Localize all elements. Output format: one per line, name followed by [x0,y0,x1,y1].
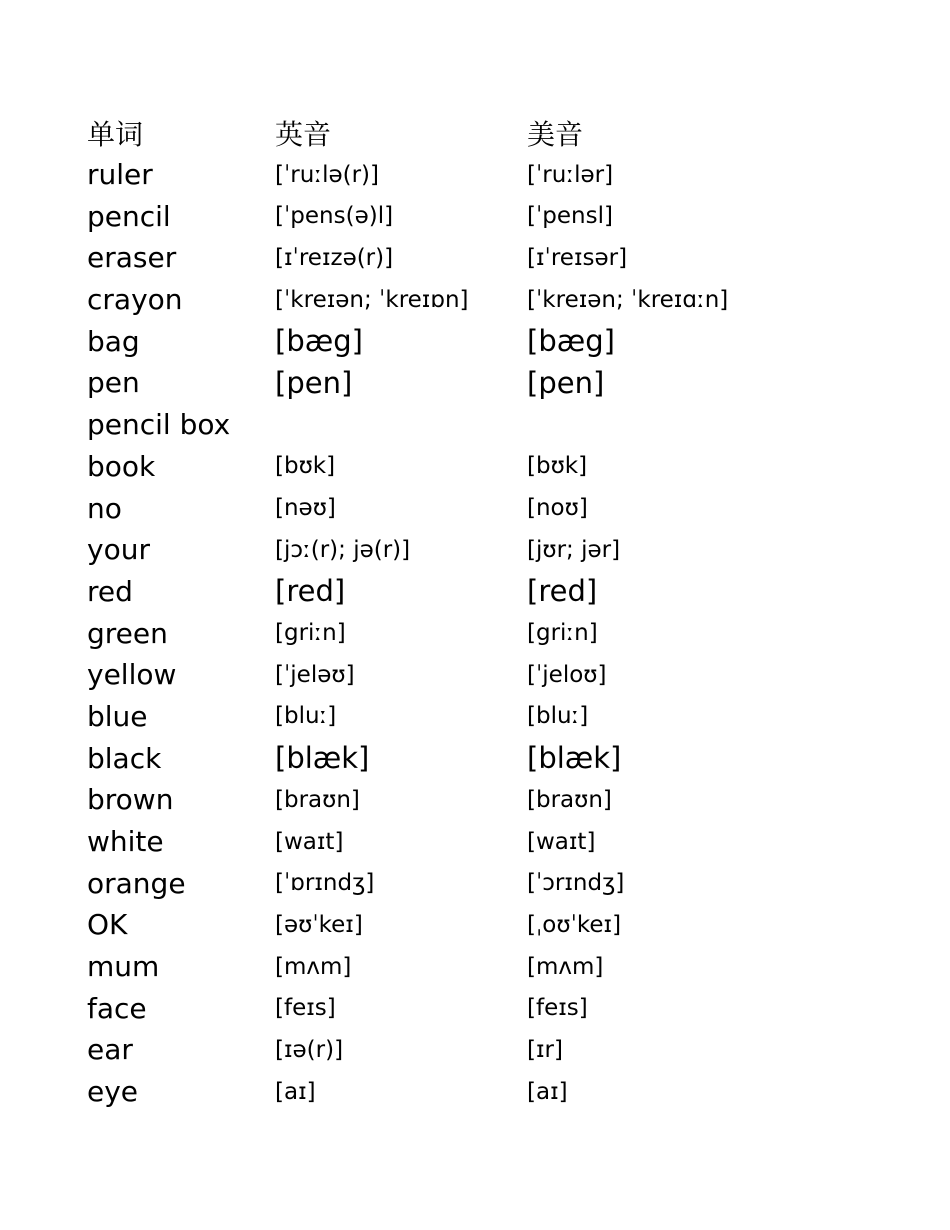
us-phonetic-cell: [bʊk] [527,453,588,480]
word-cell: eraser [87,241,177,275]
uk-phonetic-cell: [ˈjeləʊ] [275,661,355,688]
word-cell: yellow [87,658,177,692]
table-row [87,487,907,529]
word-cell: black [87,741,162,775]
word-cell: no [87,491,122,525]
word-cell: your [87,533,150,567]
us-phonetic-cell: [ˈjeloʊ] [527,661,607,688]
uk-phonetic-cell: [feɪs] [275,995,336,1022]
us-phonetic-cell: [ɪˈreɪsər] [527,244,628,271]
table-row [87,862,907,904]
us-phonetic-cell: [ˈkreɪən; ˈkreɪɑːn] [527,286,729,313]
us-phonetic-cell: [griːn] [527,620,598,647]
uk-phonetic-cell: [əʊˈkeɪ] [275,911,363,938]
uk-phonetic-cell: [ˈɒrɪndʒ] [275,870,375,897]
us-phonetic-cell: [ˈɔrɪndʒ] [527,870,625,897]
uk-phonetic-cell: [ˈpens(ə)l] [275,203,394,230]
us-phonetic-cell: [ɪr] [527,1036,563,1063]
uk-phonetic-cell: [aɪ] [275,1078,316,1105]
word-cell: red [87,574,133,608]
table-row [87,154,907,196]
header-us-pronunciation: 美音 [527,117,584,151]
uk-phonetic-cell: [braʊn] [275,786,360,813]
word-cell: crayon [87,283,183,317]
table-header [87,112,907,154]
us-phonetic-cell: [aɪ] [527,1078,568,1105]
us-phonetic-cell: [waɪt] [527,828,596,855]
uk-phonetic-cell: [blæk] [275,741,370,776]
us-phonetic-cell: [pen] [527,365,605,400]
table-row [87,529,907,571]
word-cell: brown [87,783,174,817]
uk-phonetic-cell: [mʌm] [275,953,352,980]
us-phonetic-cell: [blæk] [527,741,622,776]
table-row [87,821,907,863]
word-cell: OK [87,908,128,942]
word-cell: book [87,449,156,483]
us-phonetic-cell: [ˈpensl] [527,203,613,230]
table-body [87,154,907,1113]
word-cell: blue [87,699,148,733]
word-cell: orange [87,866,186,900]
table-row [87,946,907,988]
uk-phonetic-cell: [bluː] [275,703,337,730]
uk-phonetic-cell: [ˈkreɪən; ˈkreɪɒn] [275,286,469,313]
table-row [87,654,907,696]
word-cell: face [87,991,147,1025]
table-row [87,571,907,613]
table-row [87,362,907,404]
uk-phonetic-cell: [red] [275,574,346,609]
word-cell: bag [87,324,140,358]
us-phonetic-cell: [mʌm] [527,953,604,980]
uk-phonetic-cell: [griːn] [275,620,346,647]
word-cell: pen [87,366,140,400]
table-row [87,320,907,362]
us-phonetic-cell: [jʊr; jər] [527,536,621,563]
table-row [87,195,907,237]
uk-phonetic-cell: [bæg] [275,324,363,359]
table-row [87,446,907,488]
uk-phonetic-cell: [ˈruːlə(r)] [275,161,379,188]
table-row [87,779,907,821]
us-phonetic-cell: [red] [527,574,598,609]
uk-phonetic-cell: [waɪt] [275,828,344,855]
uk-phonetic-cell: [pen] [275,365,353,400]
uk-phonetic-cell: [nəʊ] [275,495,336,522]
table-row [87,696,907,738]
vocabulary-table [87,112,907,1113]
table-row [87,987,907,1029]
us-phonetic-cell: [noʊ] [527,495,588,522]
word-cell: mum [87,950,160,984]
uk-phonetic-cell: [ɪˈreɪzə(r)] [275,244,394,271]
us-phonetic-cell: [braʊn] [527,786,612,813]
table-row [87,279,907,321]
us-phonetic-cell: [bluː] [527,703,589,730]
us-phonetic-cell: [bæg] [527,324,615,359]
uk-phonetic-cell: [jɔː(r); jə(r)] [275,536,411,563]
table-row [87,404,907,446]
table-row [87,1029,907,1071]
table-row [87,612,907,654]
table-row [87,904,907,946]
us-phonetic-cell: [feɪs] [527,995,588,1022]
uk-phonetic-cell: [bʊk] [275,453,336,480]
us-phonetic-cell: [ˈruːlər] [527,161,614,188]
header-word: 单词 [87,117,144,151]
word-cell: white [87,825,164,859]
uk-phonetic-cell: [ɪə(r)] [275,1036,344,1063]
table-row [87,737,907,779]
table-row [87,237,907,279]
header-uk-pronunciation: 英音 [275,117,332,151]
word-cell: ear [87,1033,133,1067]
us-phonetic-cell: [ˌoʊˈkeɪ] [527,911,622,938]
word-cell: pencil box [87,408,231,442]
table-row [87,1071,907,1113]
word-cell: ruler [87,158,153,192]
word-cell: eye [87,1075,139,1109]
word-cell: pencil [87,199,171,233]
word-cell: green [87,616,168,650]
